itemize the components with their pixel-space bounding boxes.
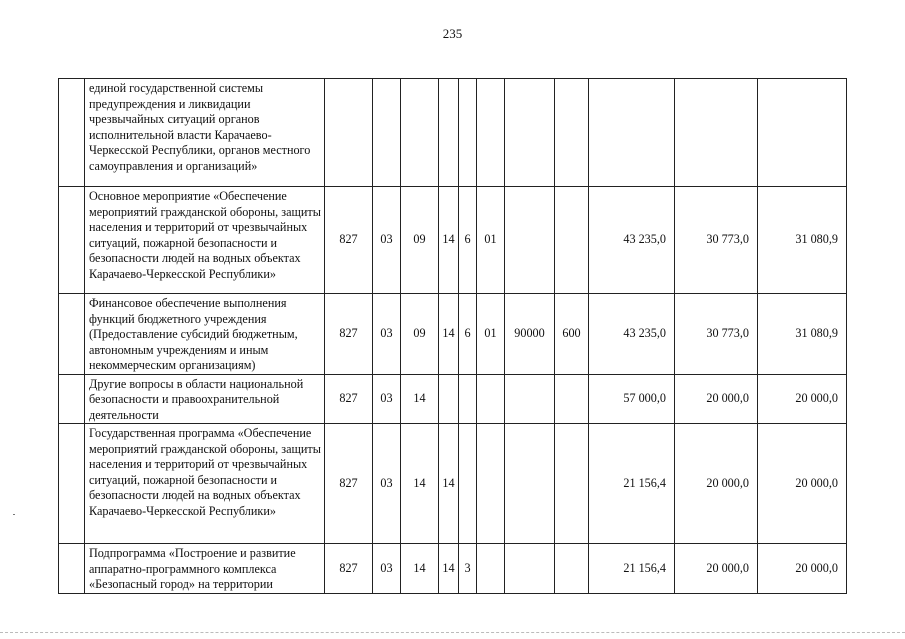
- amount-year-3: 31 080,9: [758, 294, 847, 375]
- amount-year-2: 20 000,0: [675, 544, 758, 594]
- section-code: 03: [373, 294, 401, 375]
- amount-year-2: 20 000,0: [675, 424, 758, 544]
- subsection-code: [401, 79, 439, 187]
- event-code: [477, 544, 505, 594]
- ministry-code: 827: [325, 424, 373, 544]
- program-code: [439, 374, 459, 424]
- subsection-code: 14: [401, 424, 439, 544]
- subprogram-code: [459, 374, 477, 424]
- event-code: [477, 79, 505, 187]
- row-description: Основное мероприятие «Обеспечение мероприятий гражданской обороны, защиты населения и территорий от чрезвычайных ситуаций, пожарной безопасности и безопасности людей на водных объектах Карачаево-Черкесской Республики»: [85, 187, 325, 294]
- table-row: [59, 424, 847, 544]
- table-row: [59, 544, 847, 594]
- amount-year-3: 20 000,0: [758, 544, 847, 594]
- row-description: Финансовое обеспечение выполнения функций бюджетного учреждения (Предоставление субсидий бюджетным, автономным учреждениям и иным некоммерческим организациям): [85, 294, 325, 375]
- amount-year-2: [675, 79, 758, 187]
- table-row: [59, 374, 847, 424]
- row-number-cell: [59, 187, 85, 294]
- row-description: Государственная программа «Обеспечение мероприятий гражданской обороны, защиты населения и территорий от чрезвычайных ситуаций, пожарной безопасности и безопасности людей на водных объектах Карачаево-Черкесской Республики»: [85, 424, 325, 544]
- row-number-cell: [59, 79, 85, 187]
- program-code: 14: [439, 294, 459, 375]
- ministry-code: 827: [325, 187, 373, 294]
- subprogram-code: [459, 424, 477, 544]
- ministry-code: 827: [325, 294, 373, 375]
- scan-edge-line: [0, 632, 905, 633]
- table-row: [59, 79, 847, 187]
- expense-type-code: [555, 79, 589, 187]
- amount-year-3: 20 000,0: [758, 374, 847, 424]
- row-number-cell: [59, 294, 85, 375]
- row-number-cell: [59, 424, 85, 544]
- subprogram-code: 6: [459, 187, 477, 294]
- ministry-code: [325, 79, 373, 187]
- section-code: 03: [373, 544, 401, 594]
- amount-year-1: [589, 79, 675, 187]
- ministry-code: 827: [325, 374, 373, 424]
- amount-year-3: 20 000,0: [758, 424, 847, 544]
- subprogram-code: 6: [459, 294, 477, 375]
- section-code: 03: [373, 187, 401, 294]
- amount-year-1: 57 000,0: [589, 374, 675, 424]
- table-row: [59, 294, 847, 375]
- direction-code: [505, 544, 555, 594]
- amount-year-1: 21 156,4: [589, 424, 675, 544]
- row-number-cell: [59, 544, 85, 594]
- event-code: 01: [477, 187, 505, 294]
- amount-year-2: 20 000,0: [675, 374, 758, 424]
- amount-year-1: 43 235,0: [589, 187, 675, 294]
- program-code: 14: [439, 544, 459, 594]
- section-code: 03: [373, 374, 401, 424]
- direction-code: [505, 424, 555, 544]
- amount-year-3: [758, 79, 847, 187]
- amount-year-1: 43 235,0: [589, 294, 675, 375]
- direction-code: [505, 187, 555, 294]
- amount-year-3: 31 080,9: [758, 187, 847, 294]
- direction-code: [505, 374, 555, 424]
- subsection-code: 09: [401, 294, 439, 375]
- table-row: [59, 187, 847, 294]
- program-code: 14: [439, 187, 459, 294]
- direction-code: 90000: [505, 294, 555, 375]
- section-code: [373, 79, 401, 187]
- subsection-code: 09: [401, 187, 439, 294]
- event-code: [477, 424, 505, 544]
- direction-code: [505, 79, 555, 187]
- row-number-cell: [59, 374, 85, 424]
- scan-speck: [13, 514, 15, 515]
- subprogram-code: 3: [459, 544, 477, 594]
- amount-year-1: 21 156,4: [589, 544, 675, 594]
- page-number: 235: [442, 26, 463, 41]
- row-description: единой государственной системы предупреждения и ликвидации чрезвычайных ситуаций органов исполнительной власти Карачаево-Черкесской Республики, органов местного самоуправления и организаций»: [85, 79, 325, 187]
- budget-table: [58, 78, 847, 594]
- amount-year-2: 30 773,0: [675, 187, 758, 294]
- subsection-code: 14: [401, 544, 439, 594]
- amount-year-2: 30 773,0: [675, 294, 758, 375]
- section-code: 03: [373, 424, 401, 544]
- event-code: [477, 374, 505, 424]
- expense-type-code: [555, 187, 589, 294]
- subsection-code: 14: [401, 374, 439, 424]
- row-description: Подпрограмма «Построение и развитие аппаратно-программного комплекса «Безопасный город» на территории: [85, 544, 325, 594]
- expense-type-code: [555, 424, 589, 544]
- program-code: 14: [439, 424, 459, 544]
- ministry-code: 827: [325, 544, 373, 594]
- expense-type-code: [555, 374, 589, 424]
- expense-type-code: [555, 544, 589, 594]
- expense-type-code: 600: [555, 294, 589, 375]
- subprogram-code: [459, 79, 477, 187]
- program-code: [439, 79, 459, 187]
- event-code: 01: [477, 294, 505, 375]
- row-description: Другие вопросы в области национальной безопасности и правоохранительной деятельности: [85, 374, 325, 424]
